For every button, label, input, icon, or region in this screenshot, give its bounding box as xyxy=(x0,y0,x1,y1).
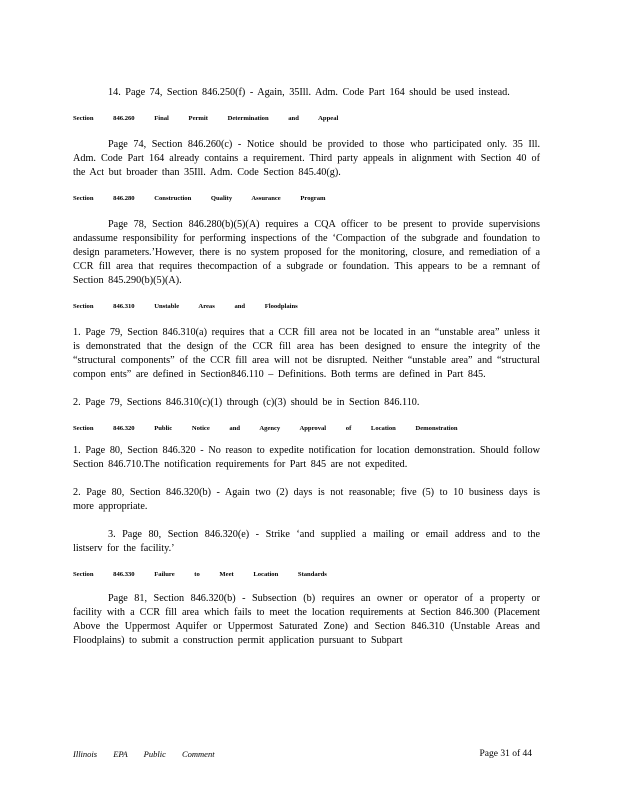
section-heading-846-320: Section 846.320 Public Notice and Agency Approval of Location Demonstration xyxy=(73,425,458,432)
comment-846-310-item-2: 2. Page 79, Sections 846.310(c)(1) through (c)(3) should be in Section 846.110. xyxy=(73,397,420,408)
section-heading-846-330: Section 846.330 Failure to Meet Location Standards xyxy=(73,571,327,578)
comment-14: 14. Page 74, Section 846.250(f) - Again, 35Ill. Adm. Code Part 164 should be used instead. xyxy=(108,87,510,98)
document-body xyxy=(73,86,540,648)
page-footer xyxy=(73,749,532,759)
section-heading-846-280: Section 846.280 Construction Quality Assurance Program xyxy=(73,195,326,202)
section-heading-846-310: Section 846.310 Unstable Areas and Floodplains xyxy=(73,303,298,310)
comment-846-280: Page 78, Section 846.280(b)(5)(A) requires a CQA officer to be present to provide supervisions andassume responsibility for performing inspections of the ‘Compaction of the subgrade and foundation to design parameters.’However, there is no system proposed for the monitoring, closure, and remediation of a CCR fill area that requires thecompaction of a subgrade or foundation. This appears to be a remnant of Section 845.290(b)(5)(A). xyxy=(73,219,540,286)
section-heading-846-260: Section 846.260 Final Permit Determination and Appeal xyxy=(73,115,339,122)
comment-846-320-item-1: 1. Page 80, Section 846.320 - No reason to expedite notification for location demonstration. Should follow Section 846.710.The notification requirements for Part 845 are not expedited. xyxy=(73,445,540,470)
comment-846-260: Page 74, Section 846.260(c) - Notice should be provided to those who participated only. 35 Ill. Adm. Code Part 164 already contains a requirement. Third party appeals in alignment with Section 40 of the Act but broader than 35Ill. Adm. Code Section 845.40(g). xyxy=(73,139,540,178)
comment-846-320-item-2: 2. Page 80, Section 846.320(b) - Again two (2) days is not reasonable; five (5) to 10 business days is more appropriate. xyxy=(73,487,540,512)
comment-846-320-item-3: 3. Page 80, Section 846.320(e) - Strike ‘and supplied a mailing or email address and to the listserv for the facility.’ xyxy=(73,529,540,554)
comment-846-310-item-1: 1. Page 79, Section 846.310(a) requires that a CCR fill area not be located in an “unstable area” unless it is demonstrated that the design of the CCR fill area has been designed to ensure the integrity of the “structural components” of the CCR fill area will not be disrupted. Neither “unstable area” and “structural compon ents” are defined in Section846.110 – Definitions. Both terms are defined in Part 845. xyxy=(73,327,540,380)
footer-source: Illinois EPA Public Comment xyxy=(73,749,215,759)
comment-846-330: Page 81, Section 846.320(b) - Subsection (b) requires an owner or operator of a property or facility with a CCR fill area which fails to meet the location requirements at Section 846.300 (Placement Above the Uppermost Aquifer or Uppermost Saturated Zone) and Section 846.310 (Unstable Areas and Floodplains) to submit a construction permit application pursuant to Subpart xyxy=(73,593,540,646)
footer-page-number: Page 31 of 44 xyxy=(479,749,532,759)
